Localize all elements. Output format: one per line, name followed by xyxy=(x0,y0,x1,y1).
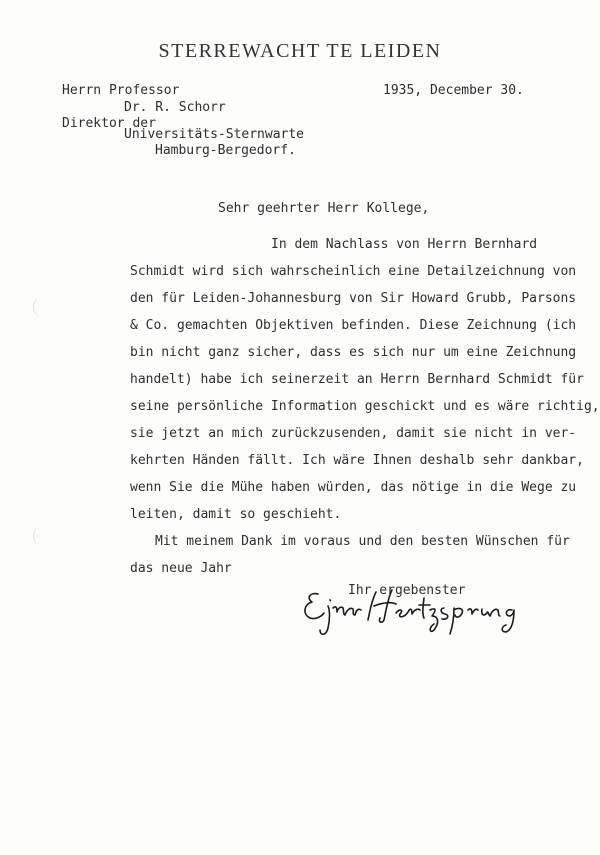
punch-hole-mark xyxy=(33,298,48,316)
body-line: kehrten Händen fällt. Ich wäre Ihnen deshalb sehr dankbar, xyxy=(130,453,584,468)
body-line: leiten, damit so geschieht. xyxy=(130,507,342,522)
body-line: sie jetzt an mich zurückzusenden, damit sie nicht in ver- xyxy=(130,426,577,441)
address-line: Direktor der xyxy=(62,116,156,131)
punch-hole-mark xyxy=(33,527,48,545)
letter-date: 1935, December 30. xyxy=(383,83,524,98)
body-line: bin nicht ganz sicher, dass es sich nur um eine Zeichnung xyxy=(130,345,577,360)
body-line: seine persönliche Information geschickt und es wäre richtig, xyxy=(130,399,600,414)
body-line: Schmidt wird sich wahrscheinlich eine Detailzeichnung von xyxy=(130,264,577,279)
closing-line: Mit meinem Dank im voraus und den besten Wünschen für xyxy=(155,534,570,549)
valediction: Ihr ergebenster xyxy=(348,583,466,598)
body-line: den für Leiden-Johannesburg von Sir Howard Grubb, Parsons xyxy=(130,291,577,306)
letterhead: STERREWACHT TE LEIDEN xyxy=(158,40,442,62)
address-line: Dr. R. Schorr xyxy=(124,100,226,115)
body-line: wenn Sie die Mühe haben würden, das nötige in die Wege zu xyxy=(130,480,577,495)
body-line: In dem Nachlass von Herrn Bernhard xyxy=(271,237,538,252)
address-line: Universitäts-Sternwarte xyxy=(124,127,305,142)
body-line: handelt) habe ich seinerzeit an Herrn Bernhard Schmidt für xyxy=(130,372,584,387)
handwritten-signature xyxy=(300,580,530,640)
salutation: Sehr geehrter Herr Kollege, xyxy=(218,201,430,216)
address-line: Herrn Professor xyxy=(62,83,180,98)
body-line: & Co. gemachten Objektiven befinden. Diese Zeichnung (ich xyxy=(130,318,577,333)
address-line: Hamburg-Bergedorf. xyxy=(155,143,296,158)
closing-line: das neue Jahr xyxy=(130,561,232,576)
